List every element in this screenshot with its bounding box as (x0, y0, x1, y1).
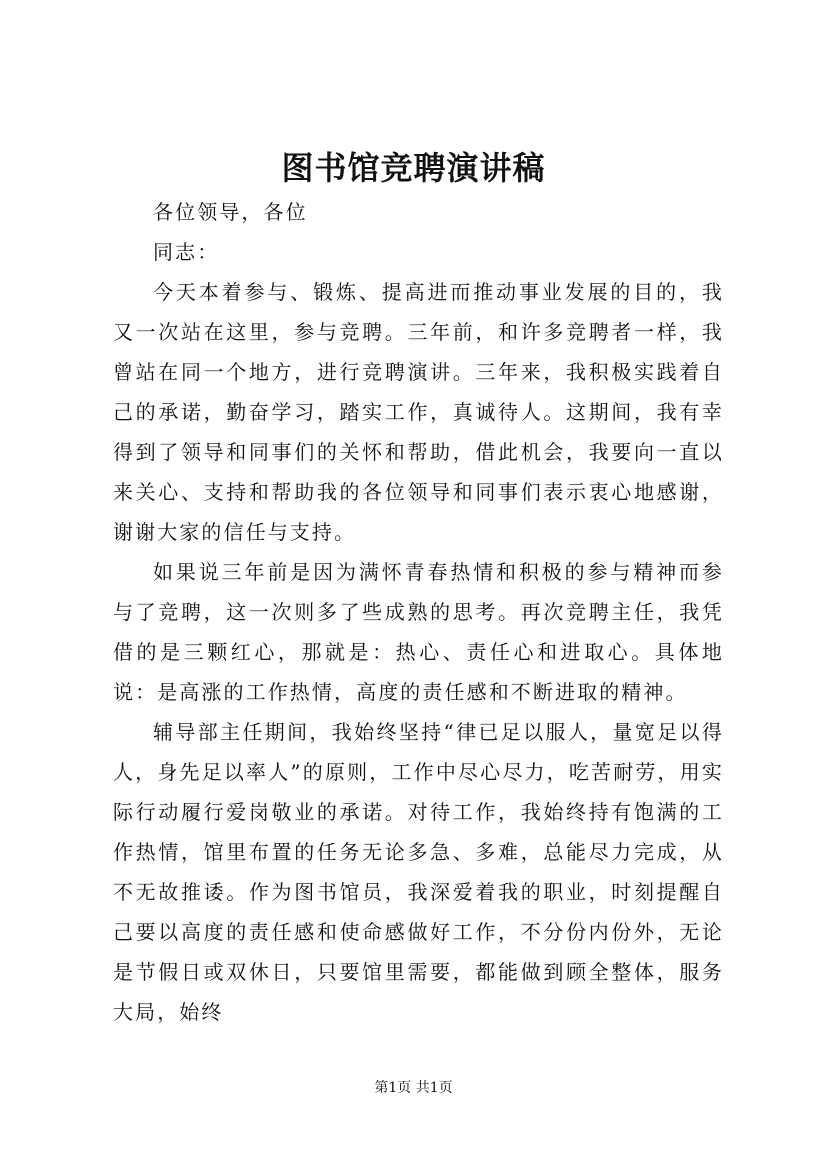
paragraph-salutation-2: 同志： (153, 240, 220, 264)
paragraph-salutation-1: 各位领导，各位 (153, 200, 308, 224)
paragraph-3: 辅导部主任期间，我始终坚持“律已足以服人，量宽足以得人，身先足以率人”的原则，工作中尽心尽力，吃苦耐劳，用实际行动履行爱岗敬业的承诺。对待工作，我始终持有饱满的工作热情，馆里布置的任务无论多急、多难，总能尽力完成，从不无故推诿。作为图书馆员，我深爱着我的职业，时刻提醒自己要以高度的责任感和使命感做好工作，不分份内份外，无论是节假日或双休日，只要馆里需要，都能做到顾全整体，服务大局，始终 (113, 720, 724, 1024)
paragraph-1: 今天本着参与、锻炼、提高进而推动事业发展的目的，我又一次站在这里，参与竞聘。三年前，和许多竞聘者一样，我曾站在同一个地方，进行竞聘演讲。三年来，我积极实践着自己的承诺，勤奋学习，踏实工作，真诚待人。这期间，我有幸得到了领导和同事们的关怀和帮助，借此机会，我要向一直以来关心、支持和帮助我的各位领导和同事们表示衷心地感谢，谢谢大家的信任与支持。 (113, 280, 724, 544)
document-body (113, 192, 724, 1032)
document-title: 图书馆竞聘演讲稿 (281, 149, 546, 187)
paragraph-2: 如果说三年前是因为满怀青春热情和积极的参与精神而参与了竞聘，这一次则多了些成熟的思考。再次竞聘主任，我凭借的是三颗红心，那就是：热心、责任心和进取心。具体地说：是高涨的工作热情，高度的责任感和不断进取的精神。 (113, 560, 724, 704)
page-footer: 第1页 共1页 (374, 1080, 453, 1096)
